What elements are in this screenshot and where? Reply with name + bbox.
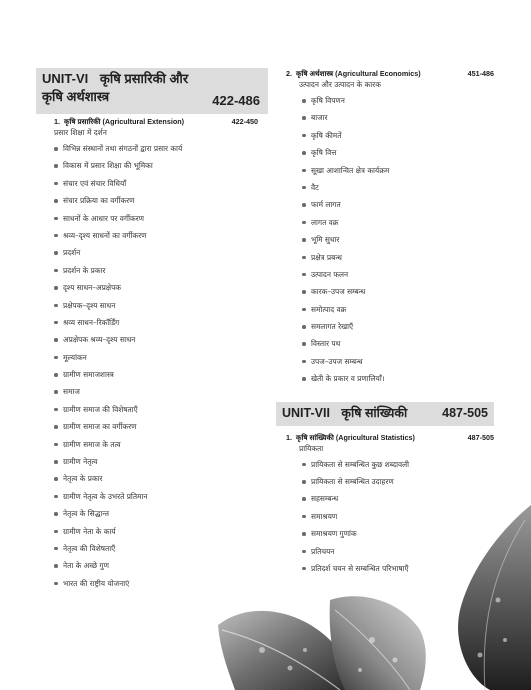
list-item: नेतृत्व की विशेषताएँ [54, 540, 258, 557]
list-item: सूखा आशान्वित क्षेत्र कार्यक्रम [302, 162, 494, 179]
list-item: बाजार [302, 109, 494, 126]
unit-6-label: UNIT-VI [42, 71, 89, 86]
list-item: विकास में प्रसार शिक्षा की भूमिका [54, 157, 258, 174]
list-item: कृषि विपणन [302, 92, 494, 109]
list-item: समोत्पाद वक्र [302, 301, 494, 318]
section-extension-list [54, 140, 258, 592]
list-item: ग्रामीण नेता के कार्य [54, 523, 258, 540]
section-statistics-list [302, 456, 494, 578]
list-item: प्रायिकता से सम्बन्धित कुछ शब्दावली [302, 456, 494, 473]
list-item: नेतृत्व के प्रकार [54, 470, 258, 487]
list-item: उत्पादन फलन [302, 266, 494, 283]
section-economics-pages: 451-486 [467, 69, 494, 78]
list-item: भारत की राष्ट्रीय योजनाएं [54, 575, 258, 592]
section-economics-list [302, 92, 494, 388]
unit-6-title-line1: कृषि प्रसारिकी और [99, 71, 189, 86]
list-item: विस्तार पथ [302, 335, 494, 352]
list-item: समाश्रयण [302, 508, 494, 525]
section-extension [36, 116, 268, 592]
section-extension-title: कृषि प्रसारिकी (Agricultural Extension) [64, 117, 184, 126]
section-statistics-pages: 487-505 [467, 432, 494, 442]
list-item: नेता के अच्छे गुण [54, 557, 258, 574]
list-item: संचार एवं संचार विधियाँ [54, 175, 258, 192]
unit-7-header [276, 402, 494, 426]
section-statistics-heading [286, 432, 494, 443]
section-statistics-title: कृषि सांख्यिकी (Agricultural Statistics) [296, 432, 415, 442]
unit-6-pages: 422-486 [212, 93, 260, 108]
section-economics-title: कृषि अर्थशास्त्र (Agricultural Economics) [296, 69, 421, 78]
list-item: ग्रामीण समाज की विशेषताएँ [54, 401, 258, 418]
list-item: प्रतिचयन [302, 543, 494, 560]
unit-7-pages: 487-505 [442, 405, 488, 420]
section-economics-number: 2. [286, 69, 292, 78]
list-item: प्रतिदर्श चयन से सम्बन्धित परिभाषाएँ [302, 560, 494, 577]
list-item: विभिन्न संस्थानों तथा संगठनों द्वारा प्रसार कार्य [54, 140, 258, 157]
list-item: कृषि कीमतें [302, 127, 494, 144]
list-item: प्रक्षेत्र प्रबन्ध [302, 249, 494, 266]
unit-7-label: UNIT-VII [282, 405, 330, 420]
list-item: मूल्यांकन [54, 349, 258, 366]
section-extension-subtitle: प्रसार शिक्षा में दर्शन [54, 128, 107, 137]
section-economics [276, 68, 494, 388]
list-item: ग्रामीण समाजशास्त्र [54, 366, 258, 383]
list-item: ग्रामीण नेतृत्व के उभरते प्रतिमान [54, 488, 258, 505]
list-item: कारक–उपज सम्बन्ध [302, 283, 494, 300]
list-item: श्रव्य–दृश्य साधनों का वर्गीकरण [54, 227, 258, 244]
list-item: प्रदर्शन के प्रकार [54, 262, 258, 279]
list-item: प्रदर्शन [54, 244, 258, 261]
section-economics-heading [286, 68, 494, 79]
list-item: ग्रामीण नेतृत्व [54, 453, 258, 470]
unit-6-header [36, 68, 268, 114]
list-item: श्रव्य साधन–रिकॉर्डिंग [54, 314, 258, 331]
list-item: लागत वक्र [302, 214, 494, 231]
section-extension-number: 1. [54, 117, 60, 126]
list-item: साधनों के आधार पर वर्गीकरण [54, 210, 258, 227]
list-item: नेतृत्व के सिद्धान्त [54, 505, 258, 522]
list-item: समलागत रेखाएँ [302, 318, 494, 335]
list-item: ग्रामीण समाज का वर्गीकरण [54, 418, 258, 435]
list-item: खेती के प्रकार व प्रणालियाँ। [302, 370, 494, 387]
right-column [276, 68, 494, 577]
list-item: समाज [54, 383, 258, 400]
unit-7-title: कृषि सांख्यिकी [341, 405, 408, 420]
list-item: प्रक्षेपक–दृश्य साधन [54, 297, 258, 314]
left-column [36, 68, 268, 592]
list-item: उपज–उपज सम्बन्ध [302, 353, 494, 370]
list-item: फार्म लागत [302, 196, 494, 213]
section-statistics-number: 1. [286, 432, 292, 442]
list-item: समाश्रयण गुणांक [302, 525, 494, 542]
list-item: प्रायिकता से सम्बन्धित उदाहरण [302, 473, 494, 490]
list-item: ग्रामीण समाज के तत्व [54, 436, 258, 453]
section-extension-heading [54, 116, 258, 127]
section-extension-pages: 422-450 [231, 117, 258, 126]
list-item: सहसम्बन्ध [302, 490, 494, 507]
list-item: कृषि वित्त [302, 144, 494, 161]
list-item: वैट [302, 179, 494, 196]
list-item: संचार प्रक्रिया का वर्गीकरण [54, 192, 258, 209]
list-item: दृश्य साधन–अप्रक्षेपक [54, 279, 258, 296]
list-item: भूमि सुधार [302, 231, 494, 248]
section-economics-subtitle: उत्पादन और उत्पादन के कारक [299, 80, 381, 89]
section-statistics-subtitle: प्रायिकता [299, 443, 324, 453]
list-item: अप्रक्षेपक श्रव्य–दृश्य साधन [54, 331, 258, 348]
section-statistics [276, 432, 494, 578]
unit-6-title-line2: कृषि अर्थशास्त्र [42, 89, 110, 104]
